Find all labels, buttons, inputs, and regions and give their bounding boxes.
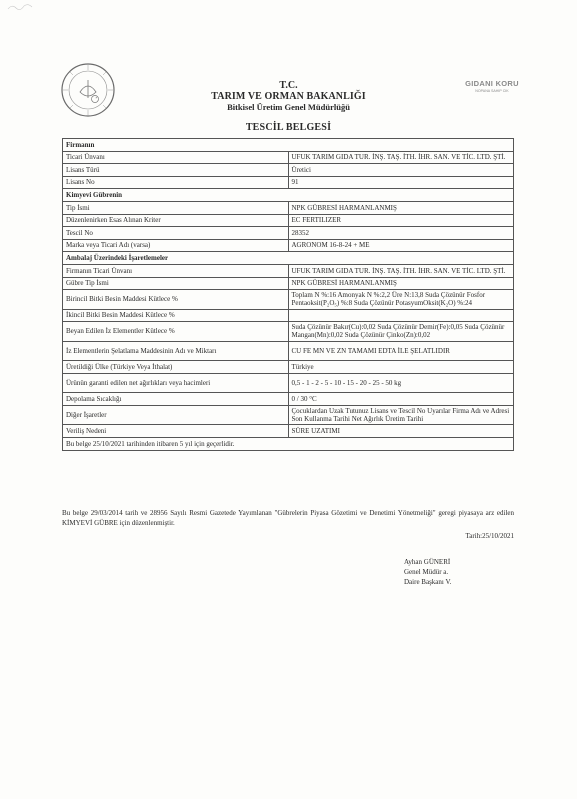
table-row [63,201,514,214]
table-row [63,438,514,451]
field-value: NPK GÜBRESİ HARMANLANMIŞ [288,201,514,214]
table-row [63,176,514,189]
field-value: Toplam N %:16 Amonyak N %:2,2 Üre N:13,8 Suda Çözünür Fosfor Pentaoksit(P₂O₅) %:8 Suda Çözünür PotasyumOksit(K₂O) %:24 [288,290,514,310]
field-label: Firmanın Ticari Ünvanı [63,264,289,277]
section-header-row [63,252,514,265]
logo-line2: NOPANA SAHIP CIK [475,89,509,93]
field-label: Lisans No [63,176,289,189]
field-value [288,309,514,322]
field-label: Tip İsmi [63,201,289,214]
field-label: Lisans Türü [63,164,289,177]
field-value: SÜRE UZATIMI [288,425,514,438]
header-directorate: Bitkisel Üretim Genel Müdürlüğü [227,102,350,112]
section-header-row [63,189,514,202]
field-label: Depolama Sıcaklığı [63,393,289,406]
field-label: İkincil Bitki Besin Maddesi Kütlece % [63,309,289,322]
field-label: Gübre Tip İsmi [63,277,289,290]
table-row [63,322,514,342]
section-title: Ambalaj Üzerindeki İşaretlemeler [63,252,514,265]
table-row [63,373,514,393]
table-row [63,290,514,310]
table-row [63,405,514,425]
logo-line1: GIDANI KORU [465,79,519,88]
field-value: 91 [288,176,514,189]
signer-title-1: Genel Müdür a. [404,568,449,576]
field-label: Düzenlenirken Esas Alınan Kriter [63,214,289,227]
section-header-row [63,139,514,152]
issue-date: Tarih:25/10/2021 [465,532,514,540]
field-value: Üretici [288,164,514,177]
table-row [63,309,514,322]
field-value: Suda Çözünür Bakır(Cu):0,02 Suda Çözünür Demir(Fe):0,05 Suda Çözünür Mangan(Mn):0,02 Suda Çözünür Çinko(Zn):0,02 [288,322,514,342]
registration-table [62,138,514,451]
field-label: Üretildiği Ülke (Türkiye Veya İthalat) [63,361,289,374]
regulation-note: Bu belge 29/03/2014 tarih ve 28956 Sayılı Resmi Gazetede Yayımlanan "Gübrelerin Piyasa Gözetimi ve Denetimi Yönetmeliği" geregi piyasaya arz edilen KİMYEVİ GÜBRE için düzenlenmiştir. [62,509,514,527]
field-value: UFUK TARIM GIDA TUR. İNŞ. TAŞ. İTH. İHR. SAN. VE TİC. LTD. ŞTİ. [288,264,514,277]
table-row [63,227,514,240]
table-row [63,393,514,406]
table-row [63,164,514,177]
gidani-koru-logo [452,79,532,93]
table-row [63,151,514,164]
field-label: Ürünün garanti edilen net ağırlıkları veya hacimleri [63,373,289,393]
table-row [63,264,514,277]
field-value: CU FE MN VE ZN TAMAMI EDTA İLE ŞELATLIDIR [288,341,514,361]
field-label: Diğer İşaretler [63,405,289,425]
validity-statement: Bu belge 25/10/2021 tarihinden itibaren 5 yıl için geçerlidir. [63,438,514,451]
field-value: NPK GÜBRESİ HARMANLANMIŞ [288,277,514,290]
field-label: Tescil No [63,227,289,240]
field-value: UFUK TARIM GIDA TUR. İNŞ. TAŞ. İTH. İHR. SAN. VE TİC. LTD. ŞTİ. [288,151,514,164]
table-row [63,277,514,290]
field-label: Veriliş Nedeni [63,425,289,438]
field-value: 0,5 - 1 - 2 - 5 - 10 - 15 - 20 - 25 - 50 kg [288,373,514,393]
section-title: Kimyevi Gübrenin [63,189,514,202]
header-tc: T.C. [279,80,298,91]
field-label: Birincil Bitki Besin Maddesi Kütlece % [63,290,289,310]
header-ministry: TARIM VE ORMAN BAKANLIĞI [211,91,366,102]
table-row [63,214,514,227]
field-label: Beyan Edilen İz Elementler Kütlece % [63,322,289,342]
signer-title-2: Daire Başkanı V. [404,578,452,586]
table-row [63,361,514,374]
field-value: EC FERTILIZER [288,214,514,227]
signature-block [404,557,451,587]
table-row [63,341,514,361]
field-value: AGRONOM 16-8-24 + ME [288,239,514,252]
field-label: İz Elementlerin Şelatlama Maddesinin Adı ve Miktarı [63,341,289,361]
section-title: Firmanın [63,139,514,152]
field-value: 28352 [288,227,514,240]
field-value: Türkiye [288,361,514,374]
field-label: Marka veya Ticari Adı (varsa) [63,239,289,252]
signer-name: Ayhan GÜNERİ [404,558,451,566]
field-value: Çocuklardan Uzak Tutunuz Lisans ve Tescil No Uyarılar Firma Adı ve Adresi Son Kullanma Tarihi Net Ağırlık Üretim Tarihi [288,405,514,425]
scribble-mark [6,0,46,14]
field-value: 0 / 30 °C [288,393,514,406]
document-title: TESCİL BELGESİ [245,122,332,133]
table-row [63,425,514,438]
field-label: Ticari Ünvanı [63,151,289,164]
table-row [63,239,514,252]
